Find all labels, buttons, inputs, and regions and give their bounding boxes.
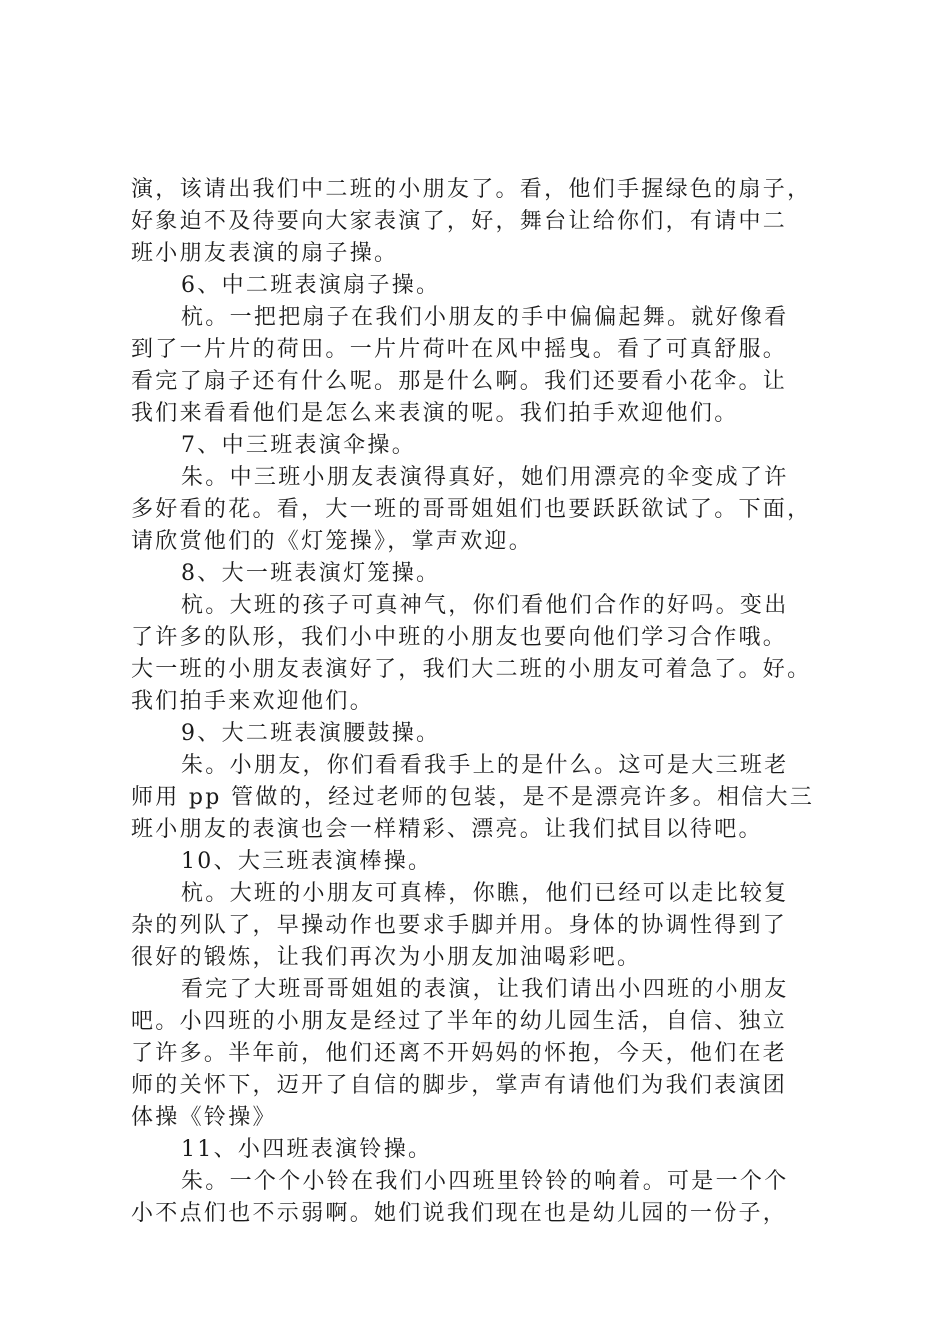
text-line: 班小朋友的表演也会一样精彩、漂亮。让我们拭目以待吧。	[131, 817, 763, 842]
text-line: 杂的列队了，早操动作也要求手脚并用。身体的协调性得到了	[131, 913, 788, 938]
text-line: 朱。一个个小铃在我们小四班里铃铃的响着。可是一个个	[181, 1169, 789, 1194]
text-line: 师的关怀下，迈开了自信的脚步，掌声有请他们为我们表演团	[131, 1073, 788, 1098]
text-line: 大一班的小朋友表演好了，我们大二班的小朋友可着急了。好。	[131, 657, 812, 682]
text-line: 好象迫不及待要向大家表演了，好，舞台让给你们，有请中二	[131, 209, 788, 234]
text-line: 杭。大班的小朋友可真棒，你瞧，他们已经可以走比较复	[181, 881, 789, 906]
text-line: 吧。小四班的小朋友是经过了半年的幼儿园生活，自信、独立	[131, 1009, 788, 1034]
text-line: 6、中二班表演扇子操。	[181, 273, 441, 298]
text-line: 班小朋友表演的扇子操。	[131, 241, 399, 266]
text-line: 10、大三班表演棒操。	[181, 849, 433, 874]
text-line: 我们拍手来欢迎他们。	[131, 689, 375, 714]
text-line: 11、小四班表演铃操。	[181, 1137, 433, 1162]
text-line: 体操《铃操》	[131, 1105, 277, 1130]
text-line: 很好的锻炼，让我们再次为小朋友加油喝彩吧。	[131, 945, 642, 970]
text-line: 看完了大班哥哥姐姐的表演，让我们请出小四班的小朋友	[181, 977, 789, 1002]
text-line: 多好看的花。看，大一班的哥哥姐姐们也要跃跃欲试了。下面，	[131, 497, 812, 522]
text-line: 7、中三班表演伞操。	[181, 433, 416, 458]
text-line: 了许多。半年前，他们还离不开妈妈的怀抱，今天，他们在老	[131, 1041, 788, 1066]
text-line: 9、大二班表演腰鼓操。	[181, 721, 441, 746]
text-line: 了许多的队形，我们小中班的小朋友也要向他们学习合作哦。	[131, 625, 788, 650]
text-line: 看完了扇子还有什么呢。那是什么啊。我们还要看小花伞。让	[131, 369, 788, 394]
text-line: 杭。大班的孩子可真神气，你们看他们合作的好吗。变出	[181, 593, 789, 618]
document-body	[131, 174, 861, 1230]
text-line: 8、大一班表演灯笼操。	[181, 561, 441, 586]
text-line: 朱。小朋友，你们看看我手上的是什么。这可是大三班老	[181, 753, 789, 778]
text-line: 师用 pp 管做的，经过老师的包装，是不是漂亮许多。相信大三	[131, 785, 815, 810]
text-line: 朱。中三班小朋友表演得真好，她们用漂亮的伞变成了许	[181, 465, 789, 490]
text-line: 到了一片片的荷田。一片片荷叶在风中摇曳。看了可真舒服。	[131, 337, 788, 362]
text-line: 我们来看看他们是怎么来表演的呢。我们拍手欢迎他们。	[131, 401, 739, 426]
text-line: 请欣赏他们的《灯笼操》，掌声欢迎。	[131, 529, 534, 554]
text-line: 演，该请出我们中二班的小朋友了。看，他们手握绿色的扇子，	[131, 177, 812, 202]
text-line: 小不点们也不示弱啊。她们说我们现在也是幼儿园的一份子，	[131, 1201, 788, 1226]
text-line: 杭。一把把扇子在我们小朋友的手中偏偏起舞。就好像看	[181, 305, 789, 330]
